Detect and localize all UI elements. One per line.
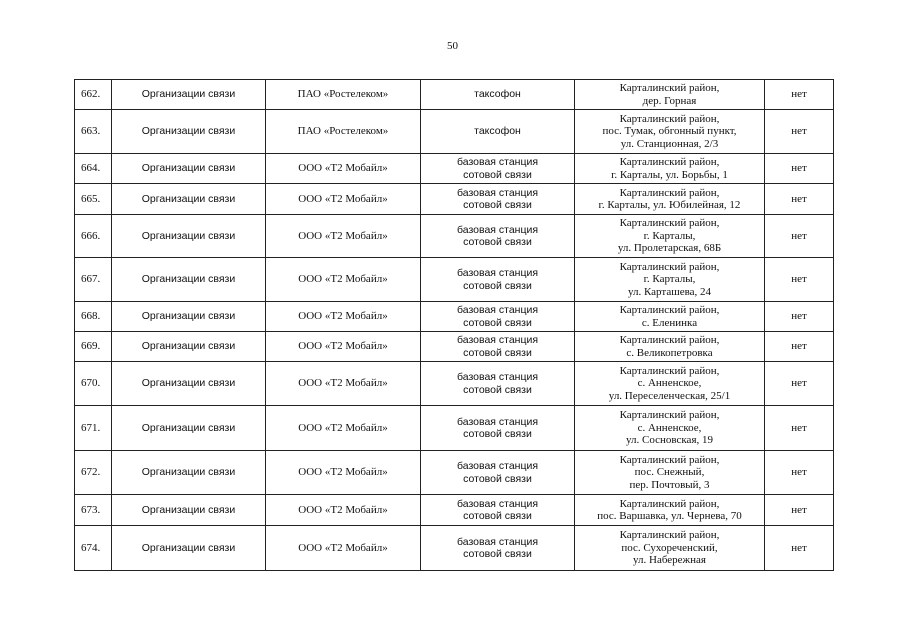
address-line: дер. Горная [642, 94, 697, 107]
row-number-cell: 665. [75, 184, 112, 215]
object-type-line: сотовой связи [463, 346, 532, 359]
row-number-cell: 670. [75, 362, 112, 406]
address-line: пос. Снежный, [634, 466, 705, 479]
object-type-line: базовая станция [456, 460, 539, 472]
category-cell: Организации связи [112, 154, 266, 184]
address-line: с. Анненское, [637, 421, 702, 434]
table-row [75, 215, 834, 258]
operator-cell: ООО «Т2 Мобайл» [266, 332, 421, 362]
object-type-line: сотовой связи [463, 199, 532, 211]
address-line: пос. Варшавка, ул. Чернева, 70 [597, 510, 742, 522]
row-number-cell: 668. [75, 302, 112, 332]
object-type-line: сотовой связи [463, 279, 532, 292]
address-cell [575, 258, 765, 302]
address-line: с. Еленинка [641, 316, 698, 329]
address-line: Карталинский район, [619, 186, 720, 199]
object-type-cell [421, 80, 575, 110]
table-row [75, 526, 834, 571]
address-line: Карталинский район, [619, 364, 720, 377]
status-cell: нет [765, 258, 834, 302]
object-type-line: сотовой связи [463, 428, 532, 440]
status-cell: нет [765, 526, 834, 571]
object-type-line: сотовой связи [463, 236, 532, 248]
address-cell [575, 184, 765, 215]
address-cell [575, 406, 765, 451]
table-row [75, 451, 834, 495]
category-cell: Организации связи [112, 406, 266, 451]
operator-cell: ООО «Т2 Мобайл» [266, 526, 421, 571]
table-row [75, 258, 834, 302]
status-cell: нет [765, 154, 834, 184]
address-cell [575, 451, 765, 495]
operator-cell: ООО «Т2 Мобайл» [266, 154, 421, 184]
registry-body [75, 80, 834, 571]
address-line: ул. Пролетарская, 68Б [617, 242, 722, 255]
address-line: Карталинский район, [619, 156, 720, 168]
address-line: Карталинский район, [619, 260, 720, 273]
object-type-line: сотовой связи [463, 383, 532, 396]
object-type-cell [421, 184, 575, 215]
row-number-cell: 664. [75, 154, 112, 184]
address-line: Карталинский район, [619, 409, 720, 422]
object-type-cell [421, 302, 575, 332]
object-type-line: базовая станция [456, 334, 539, 346]
category-cell: Организации связи [112, 332, 266, 362]
row-number-cell: 663. [75, 110, 112, 154]
address-line: г. Карталы, [643, 229, 696, 242]
address-cell [575, 362, 765, 406]
row-number-cell: 673. [75, 495, 112, 526]
address-line: ул. Карташева, 24 [627, 285, 712, 298]
object-type-line: базовая станция [456, 186, 539, 199]
address-cell [575, 495, 765, 526]
table-row [75, 154, 834, 184]
address-line: Карталинский район, [619, 217, 720, 230]
object-type-line: базовая станция [456, 415, 539, 428]
operator-cell: ООО «Т2 Мобайл» [266, 495, 421, 526]
category-cell: Организации связи [112, 184, 266, 215]
address-line: Карталинский район, [619, 529, 720, 542]
row-number-cell: 669. [75, 332, 112, 362]
object-type-line: базовая станция [456, 535, 539, 548]
address-line: Карталинский район, [619, 453, 720, 466]
status-cell: нет [765, 495, 834, 526]
object-type-cell [421, 406, 575, 451]
address-line: с. Великопетровка [626, 346, 713, 359]
address-line: Карталинский район, [619, 82, 720, 94]
category-cell: Организации связи [112, 451, 266, 495]
status-cell: нет [765, 302, 834, 332]
status-cell: нет [765, 362, 834, 406]
object-type-line: таксофон [474, 125, 521, 138]
table-row [75, 302, 834, 332]
object-type-line: сотовой связи [463, 510, 532, 522]
object-type-cell [421, 451, 575, 495]
status-cell: нет [765, 215, 834, 258]
table-row [75, 332, 834, 362]
table-row [75, 406, 834, 451]
row-number-cell: 674. [75, 526, 112, 571]
object-type-cell [421, 258, 575, 302]
address-line: Карталинский район, [619, 304, 720, 316]
status-cell: нет [765, 80, 834, 110]
operator-cell: ООО «Т2 Мобайл» [266, 215, 421, 258]
address-line: ул. Сосновская, 19 [625, 434, 714, 447]
category-cell: Организации связи [112, 302, 266, 332]
table-row [75, 184, 834, 215]
address-line: с. Анненское, [637, 377, 702, 390]
object-type-line: базовая станция [456, 156, 539, 168]
operator-cell: ООО «Т2 Мобайл» [266, 258, 421, 302]
address-line: г. Карталы, [643, 273, 696, 286]
object-type-line: сотовой связи [463, 548, 532, 560]
category-cell: Организации связи [112, 215, 266, 258]
address-line: ул. Станционная, 2/3 [620, 137, 719, 150]
address-line: пос. Тумак, обгонный пункт, [602, 125, 737, 138]
object-type-line: базовая станция [456, 371, 539, 383]
address-line: ул. Переселенческая, 25/1 [608, 389, 731, 402]
object-type-line: базовая станция [456, 267, 539, 279]
address-line: Карталинский район, [619, 112, 720, 125]
object-type-line: сотовой связи [463, 472, 532, 485]
table-row [75, 110, 834, 154]
operator-cell: ООО «Т2 Мобайл» [266, 362, 421, 406]
object-type-line: таксофон [474, 88, 521, 101]
address-cell [575, 215, 765, 258]
address-line: ул. Набережная [633, 554, 706, 567]
status-cell: нет [765, 406, 834, 451]
category-cell: Организации связи [112, 258, 266, 302]
status-cell: нет [765, 184, 834, 215]
category-cell: Организации связи [112, 526, 266, 571]
address-line: г. Карталы, ул. Борьбы, 1 [611, 168, 728, 181]
category-cell: Организации связи [112, 80, 266, 110]
address-cell [575, 110, 765, 154]
object-type-line: базовая станция [456, 223, 539, 236]
object-type-line: базовая станция [456, 497, 539, 510]
category-cell: Организации связи [112, 362, 266, 406]
address-line: пер. Почтовый, 3 [629, 478, 710, 491]
operator-cell: ООО «Т2 Мобайл» [266, 451, 421, 495]
page-number: 50 [447, 40, 458, 52]
operator-cell: ООО «Т2 Мобайл» [266, 302, 421, 332]
operator-cell: ООО «Т2 Мобайл» [266, 406, 421, 451]
object-type-line: сотовой связи [463, 316, 532, 329]
address-line: Карталинский район, [619, 334, 720, 346]
row-number-cell: 671. [75, 406, 112, 451]
row-number-cell: 662. [75, 80, 112, 110]
object-type-line: базовая станция [456, 304, 539, 316]
object-type-cell [421, 154, 575, 184]
address-cell [575, 154, 765, 184]
row-number-cell: 672. [75, 451, 112, 495]
object-type-cell [421, 362, 575, 406]
operator-cell: ПАО «Ростелеком» [266, 110, 421, 154]
object-type-cell [421, 110, 575, 154]
address-line: пос. Сухореченский, [621, 541, 718, 554]
status-cell: нет [765, 451, 834, 495]
address-cell [575, 332, 765, 362]
object-type-line: сотовой связи [463, 168, 532, 181]
object-type-cell [421, 526, 575, 571]
address-line: Карталинский район, [619, 497, 720, 510]
status-cell: нет [765, 110, 834, 154]
table-row [75, 80, 834, 110]
category-cell: Организации связи [112, 110, 266, 154]
operator-cell: ООО «Т2 Мобайл» [266, 184, 421, 215]
category-cell: Организации связи [112, 495, 266, 526]
address-line: г. Карталы, ул. Юбилейная, 12 [598, 199, 741, 211]
operator-cell: ПАО «Ростелеком» [266, 80, 421, 110]
registry-table [74, 79, 834, 571]
address-cell [575, 302, 765, 332]
row-number-cell: 666. [75, 215, 112, 258]
status-cell: нет [765, 332, 834, 362]
object-type-cell [421, 332, 575, 362]
address-cell [575, 80, 765, 110]
table-row [75, 362, 834, 406]
address-cell [575, 526, 765, 571]
row-number-cell: 667. [75, 258, 112, 302]
table-row [75, 495, 834, 526]
object-type-cell [421, 495, 575, 526]
object-type-cell [421, 215, 575, 258]
